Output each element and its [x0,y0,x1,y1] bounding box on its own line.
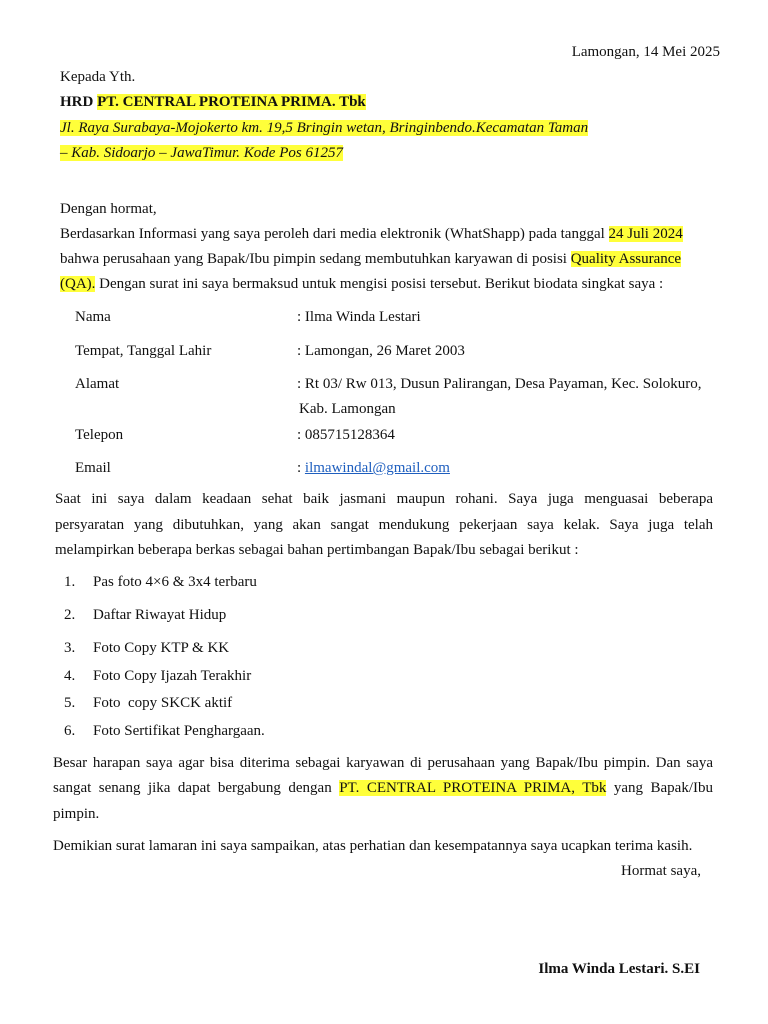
bio-phone-label: Telepon [75,427,124,443]
position-abbrev: (QA). [60,276,96,292]
bio-address-value-2: Kab. Lamongan [299,401,396,417]
hrd-prefix: HRD [60,94,94,110]
company-name-closing: PT. CENTRAL PROTEINA PRIMA, Tbk [339,780,607,796]
list-item: 5. Foto copy SKCK aktif [64,695,233,711]
closing-line-2: sangat senang jika dapat bergabung dengan PT. CENTRAL PROTEINA PRIMA, Tbk yang Bapak/Ibu [53,780,713,796]
body-line-2: persyaratan yang dibutuhkan, yang akan sangat mendukung pekerjaan saya kelak. Saya juga telah [55,517,713,533]
regards: Hormat saya, [621,863,701,879]
bio-name-value: : Ilma Winda Lestari [297,309,421,325]
intro-line-3: (QA). Dengan surat ini saya bermaksud untuk mengisi posisi tersebut. Berikut biodata singkat saya : [60,276,664,292]
bio-email-value: : ilmawindal@gmail.com [297,460,450,476]
bio-phone-value: : 085715128364 [297,427,395,443]
list-item: 6. Foto Sertifikat Penghargaan. [64,723,265,739]
list-item: 4. Foto Copy Ijazah Terakhir [64,668,252,684]
closing-line-1: Besar harapan saya agar bisa diterima sebagai karyawan di perusahaan yang Bapak/Ibu pimpin. Dan saya [53,755,713,771]
recipient-salutation: Kepada Yth. [60,69,136,85]
company-address-line-1: Jl. Raya Surabaya-Mojokerto km. 19,5 Bringin wetan, Bringinbendo.Kecamatan Taman [60,120,589,136]
list-item: 1. Pas foto 4×6 & 3x4 terbaru [64,574,257,590]
body-line-3: melampirkan beberapa berkas sebagai bahan pertimbangan Bapak/Ibu sebagai berikut : [55,542,579,558]
bio-address-label: Alamat [75,376,120,392]
recipient-company-line [60,94,366,111]
intro-line-2: bahwa perusahaan yang Bapak/Ibu pimpin sedang membutuhkan karyawan di posisi Quality Assurance [60,251,682,267]
signature-name: Ilma Winda Lestari. S.EI [538,961,700,977]
bio-birth-value: : Lamongan, 26 Maret 2003 [297,343,465,359]
list-item: 3. Foto Copy KTP & KK [64,640,230,656]
body-line-1: Saat ini saya dalam keadaan sehat baik jasmani maupun rohani. Saya juga menguasai beberapa [55,491,713,507]
closing-line-4: Demikian surat lamaran ini saya sampaikan, atas perhatian dan kesempatannya saya ucapkan terima kasih. [53,838,693,854]
position-name: Quality Assurance [570,251,682,267]
company-name-header: PT. CENTRAL PROTEINA PRIMA. Tbk [97,94,366,110]
bio-email-label: Email [75,460,111,476]
intro-line-1: Berdasarkan Informasi yang saya peroleh dari media elektronik (WhatShapp) pada tanggal 24 Juli 2024 [60,226,683,242]
bio-birth-label: Tempat, Tanggal Lahir [75,343,212,359]
place-date: Lamongan, 14 Mei 2025 [571,44,720,60]
greeting: Dengan hormat, [60,201,157,217]
bio-name-label: Nama [75,309,111,325]
company-address-line-2: – Kab. Sidoarjo – JawaTimur. Kode Pos 61257 [60,145,343,161]
bio-address-value-1: : Rt 03/ Rw 013, Dusun Palirangan, Desa Payaman, Kec. Solokuro, [297,376,702,392]
info-date: 24 Juli 2024 [608,226,683,242]
email-link[interactable]: ilmawindal@gmail.com [304,460,450,476]
closing-line-3: pimpin. [53,806,100,822]
list-item: 2. Daftar Riwayat Hidup [64,607,227,623]
